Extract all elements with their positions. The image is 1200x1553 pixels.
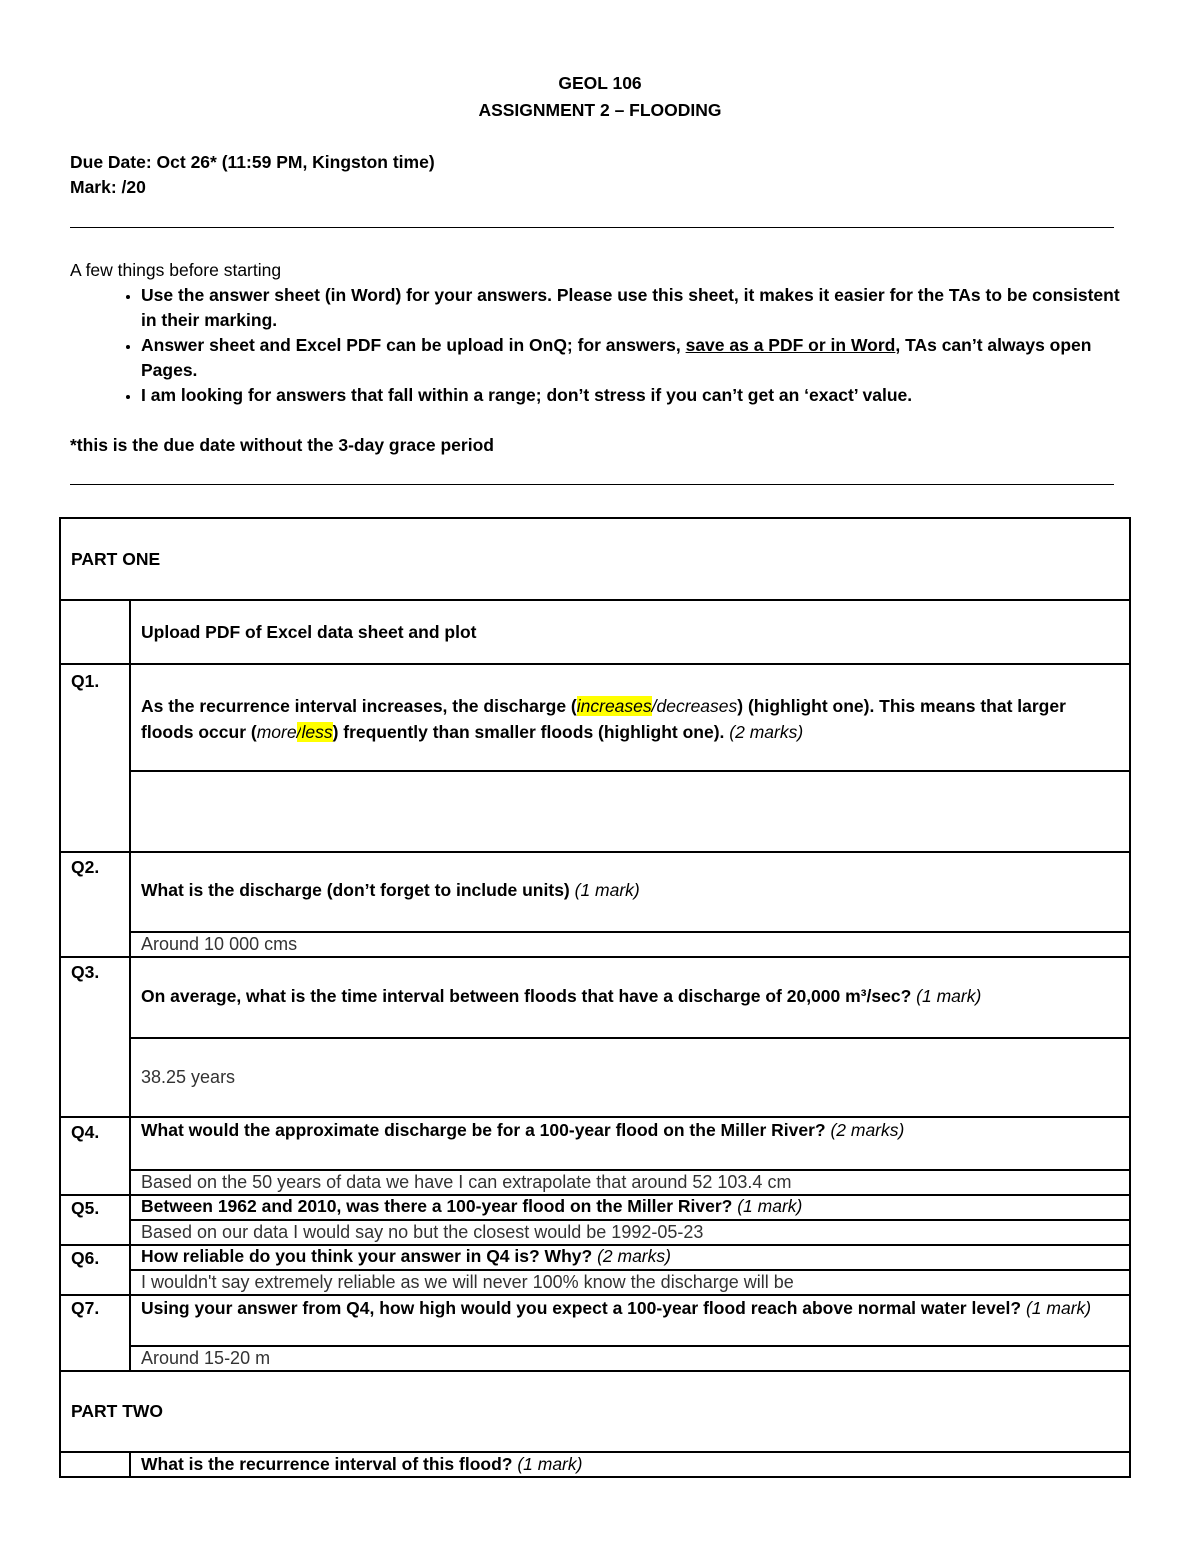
answer-cell[interactable]: Around 15-20 m [130, 1346, 1130, 1371]
question-number: Q3. [60, 957, 130, 1117]
table-row [60, 1195, 1130, 1220]
table-row[interactable] [60, 1170, 1130, 1195]
divider [70, 484, 1114, 485]
question-text: How reliable do you think your answer in Q4 is? Why? (2 marks) [130, 1245, 1130, 1270]
question-text: What would the approximate discharge be for a 100-year flood on the Miller River? (2 marks) [130, 1117, 1130, 1170]
question-text: What is the recurrence interval of this flood? (1 mark) [130, 1452, 1130, 1477]
table-row[interactable] [60, 771, 1130, 852]
marks: (1 mark) [574, 880, 640, 900]
note-item: • Use the answer sheet (in Word) for your answers. Please use this sheet, it makes it easier for the TAs to be consistent in their marking. [141, 283, 1130, 333]
note-item: • I am looking for answers that fall within a range; don’t stress if you can’t get an ‘exact’ value. [141, 383, 1130, 408]
note-item: • Answer sheet and Excel PDF can be upload in OnQ; for answers, save as a PDF or in Word, TAs can’t always open Pages. [141, 333, 1130, 383]
answer-cell[interactable]: Based on our data I would say no but the closest would be 1992-05-23 [130, 1220, 1130, 1245]
option: decreases [656, 696, 738, 716]
due-block [70, 150, 1130, 200]
answer-table [59, 517, 1131, 1478]
question-number: Q6. [60, 1245, 130, 1295]
answer-cell[interactable] [130, 771, 1130, 852]
due-date: Due Date: Oct 26* (11:59 PM, Kingston time) [70, 152, 435, 172]
table-row [60, 664, 1130, 771]
marks: (2 marks) [597, 1246, 671, 1266]
answer-cell[interactable]: Around 10 000 cms [130, 932, 1130, 957]
answer-cell[interactable]: 38.25 years [130, 1038, 1130, 1117]
question-text: What is the discharge (don’t forget to include units) (1 mark) [130, 852, 1130, 932]
question-text: Using your answer from Q4, how high would you expect a 100-year flood reach above normal water level? (1 mark) [130, 1295, 1130, 1346]
document-page [70, 70, 1130, 485]
intro-lead: A few things before starting [70, 260, 282, 280]
table-row [60, 1117, 1130, 1170]
highlighted-option: less [301, 722, 333, 742]
table-row[interactable] [60, 1038, 1130, 1117]
table-row [60, 1245, 1130, 1270]
question-number: Q7. [60, 1295, 130, 1371]
answer-cell[interactable]: I wouldn't say extremely reliable as we will never 100% know the discharge will be [130, 1270, 1130, 1295]
question-text: Between 1962 and 2010, was there a 100-year flood on the Miller River? (1 mark) [130, 1195, 1130, 1220]
table-row[interactable] [60, 932, 1130, 957]
question-number: Q4. [60, 1117, 130, 1195]
notes-list [70, 283, 1130, 408]
answer-cell[interactable]: Based on the 50 years of data we have I can extrapolate that around 52 103.4 cm [130, 1170, 1130, 1195]
assignment-title: ASSIGNMENT 2 – FLOODING [478, 100, 722, 120]
marks: (2 marks) [830, 1120, 905, 1140]
course-code: GEOL 106 [558, 73, 642, 93]
table-row [60, 1452, 1130, 1477]
marks: (1 mark) [1025, 1298, 1092, 1318]
marks: (1 mark) [517, 1454, 583, 1474]
part-one-heading: PART ONE [60, 518, 1130, 600]
part-two-heading: PART TWO [60, 1371, 1130, 1452]
highlighted-option: increases [576, 696, 652, 716]
question-number: Q1. [60, 664, 130, 852]
marks: (2 marks) [729, 722, 804, 742]
option: more [256, 722, 297, 742]
upload-instruction: Upload PDF of Excel data sheet and plot [130, 600, 1130, 664]
table-row [60, 1371, 1130, 1452]
mark-total: Mark: /20 [70, 177, 146, 197]
table-row [60, 1295, 1130, 1346]
marks: (1 mark) [916, 986, 982, 1006]
underlined-instruction: save as a PDF or in Word [685, 335, 896, 355]
table-row [60, 957, 1130, 1038]
table-row[interactable] [60, 1270, 1130, 1295]
footnote: *this is the due date without the 3-day grace period [70, 435, 494, 455]
table-row [60, 600, 1130, 664]
table-row[interactable] [60, 1346, 1130, 1371]
marks: (1 mark) [737, 1196, 803, 1216]
question-number: Q5. [60, 1195, 130, 1245]
question-text: As the recurrence interval increases, the discharge (increases/decreases) (highlight one). This means that larger floods occur (more/less) frequently than smaller floods (highlight one). (2 marks) [130, 664, 1130, 771]
question-number: Q2. [60, 852, 130, 957]
table-row [60, 518, 1130, 600]
divider [70, 227, 1114, 228]
question-text: On average, what is the time interval between floods that have a discharge of 20,000 m³/sec? (1 mark) [130, 957, 1130, 1038]
table-row[interactable] [60, 1220, 1130, 1245]
table-row [60, 852, 1130, 932]
